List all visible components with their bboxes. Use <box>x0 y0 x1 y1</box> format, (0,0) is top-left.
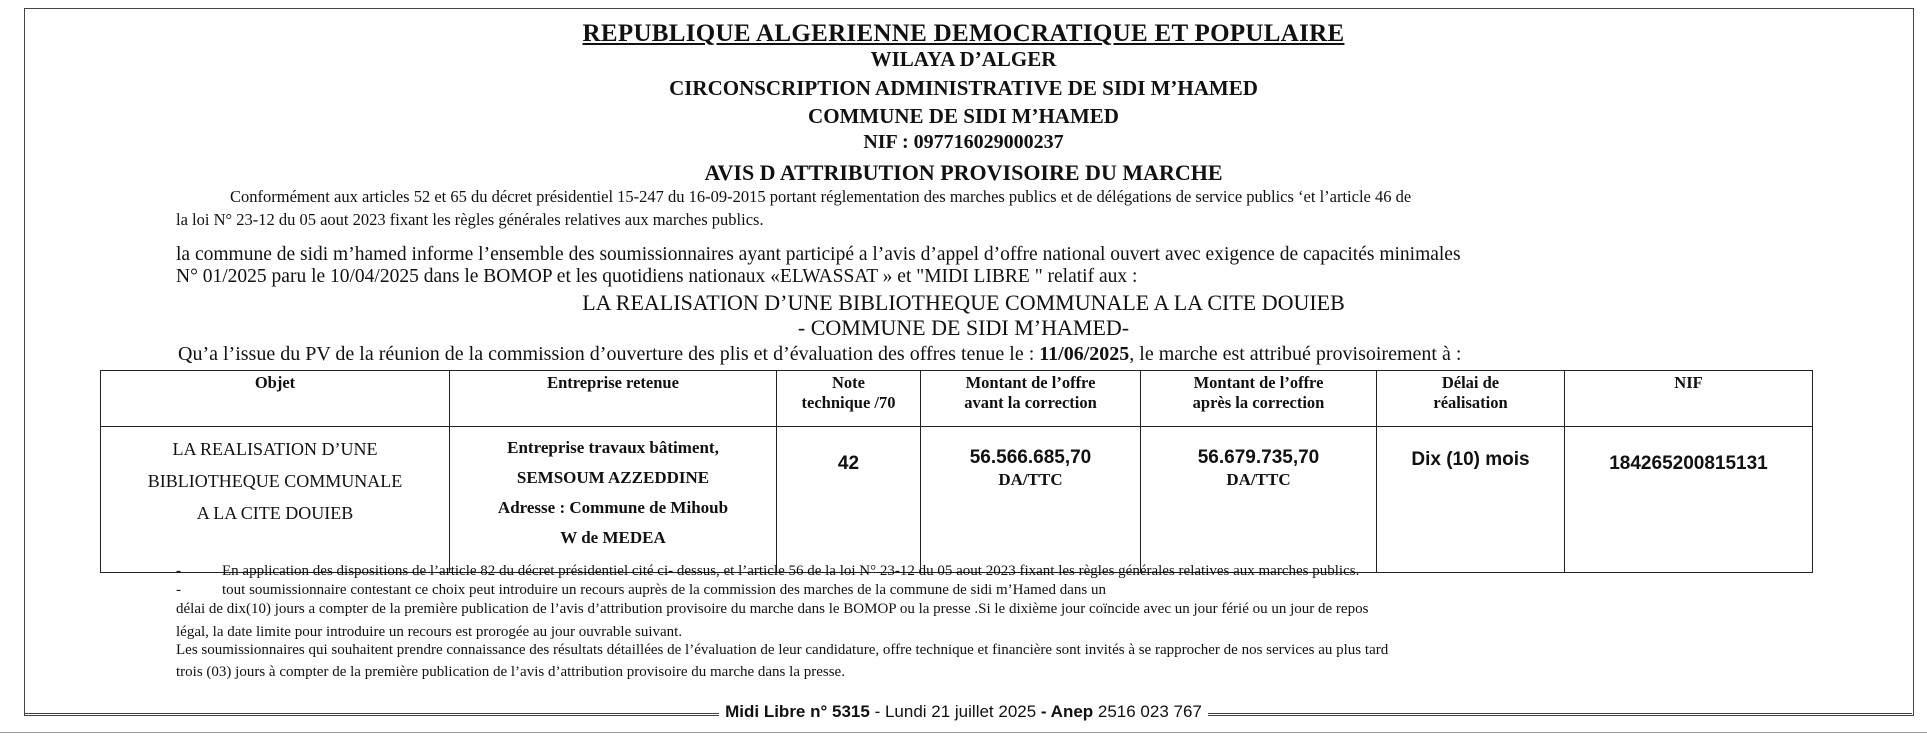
note-application: - En application des dispositions de l’article 82 du décret présidentiel cité ci- dessus, et l’article 56 de la loi N° 23-12 du 05 aout 2023 fixant les règles générales relatives aux marches publics. <box>176 563 1360 579</box>
attribution-table <box>100 370 1813 573</box>
project-title: LA REALISATION D’UNE BIBLIOTHEQUE COMMUNALE A LA CITE DOUIEB <box>582 290 1345 315</box>
cell-note: 42 <box>777 427 921 573</box>
intro-paragraph-2b: N° 01/2025 paru le 10/04/2025 dans le BOMOP et les quotidiens nationaux «ELWASSAT » et "MIDI LIBRE " relatif aux : <box>176 266 1138 287</box>
table-header-row <box>101 371 1813 427</box>
note-trois-jours: trois (03) jours à compter de la première publication de l’avis d’attribution provisoire du marche dans la presse. <box>176 664 845 680</box>
table-row <box>101 427 1813 573</box>
header-nif: NIF : 097716029000237 <box>863 131 1064 153</box>
header-nif: NIF <box>1565 371 1813 427</box>
project-subtitle: - COMMUNE DE SIDI M’HAMED- <box>797 315 1130 340</box>
pv-date: 11/06/2025 <box>1039 343 1130 365</box>
header-entreprise: Entreprise retenue <box>450 371 777 427</box>
note-delai: délai de dix(10) jours a compter de la première publication de l’avis d’attribution provisoire du marche dans le BOMOP ou la presse .Si le dixième jour coïncide avec un jour férié ou un jour de repos <box>176 601 1369 617</box>
intro-paragraph-2a: la commune de sidi m’hamed informe l’ensemble des soumissionnaires ayant participé a l’avis d’appel d’offre national ouvert avec exigence de capacités minimales <box>176 244 1461 265</box>
intro-paragraph-1b: la loi N° 23-12 du 05 aout 2023 fixant les règles générales relatives aux marches publics. <box>176 210 764 229</box>
header-republic: REPUBLIQUE ALGERIENNE DEMOCRATIQUE ET POPULAIRE <box>582 20 1345 47</box>
header-commune: COMMUNE DE SIDI M’HAMED <box>808 104 1119 128</box>
header-montant-avant: Montant de l’offre avant la correction <box>921 371 1141 427</box>
header-note: Note technique /70 <box>777 371 921 427</box>
pv-text: Qu’a l’issue du PV de la réunion de la commission d’ouverture des plis et d’évaluation des offres tenue le : <box>178 343 1040 365</box>
footer-paper: Midi Libre n° 5315 <box>725 702 870 721</box>
note-legal: légal, la date limite pour introduire un recours est prorogée au jour ouvrable suivant. <box>176 624 683 640</box>
cell-delai: Dix (10) mois <box>1377 427 1565 573</box>
page-bottom-edge <box>0 732 1927 733</box>
footer-anep-label: Anep <box>1050 702 1094 721</box>
intro-paragraph-1a: Conformément aux articles 52 et 65 du décret présidentiel 15-247 du 16-09-2015 portant réglementation des marches publics et de délégations de service publics ‘et l’article 46 de <box>230 187 1412 206</box>
cell-objet: LA REALISATION D’UNE BIBLIOTHEQUE COMMUNALE A LA CITE DOUIEB <box>101 427 450 573</box>
header-wilaya: WILAYA D’ALGER <box>870 47 1057 71</box>
pv-sentence <box>178 343 1461 366</box>
header-objet: Objet <box>101 371 450 427</box>
cell-entreprise: Entreprise travaux bâtiment, SEMSOUM AZZEDDINE Adresse : Commune de Mihoub W de MEDEA <box>450 427 777 573</box>
note-soumissionnaires: Les soumissionnaires qui souhaitent prendre connaissance des résultats détaillées de l’évaluation de leur candidature, offre technique et financière sont invités à se rapprocher de nos services au plus tard <box>176 642 1389 658</box>
note-recours: - tout soumissionnaire contestant ce choix peut introduire un recours auprès de la commission des marches de la commune de sidi m’Hamed dans un <box>176 582 1106 598</box>
footer-date: Lundi 21 juillet 2025 <box>884 702 1037 721</box>
header-montant-apres: Montant de l’offre après la correction <box>1141 371 1377 427</box>
notice-title: AVIS D ATTRIBUTION PROVISOIRE DU MARCHE <box>704 160 1223 185</box>
cell-nif: 184265200815131 <box>1565 427 1813 573</box>
header-delai: Délai de réalisation <box>1377 371 1565 427</box>
pv-end: , le marche est attribué provisoirement à : <box>1129 343 1462 365</box>
header-circonscription: CIRCONSCRIPTION ADMINISTRATIVE DE SIDI M’HAMED <box>669 76 1258 100</box>
cell-montant-avant: 56.566.685,70 DA/TTC <box>921 427 1141 573</box>
cell-montant-apres: 56.679.735,70 DA/TTC <box>1141 427 1377 573</box>
footer-credit: Midi Libre n° 5315 - Lundi 21 juillet 2025 - Anep 2516 023 767 <box>0 702 1927 722</box>
footer-anep-number: 2516 023 767 <box>1093 702 1202 721</box>
